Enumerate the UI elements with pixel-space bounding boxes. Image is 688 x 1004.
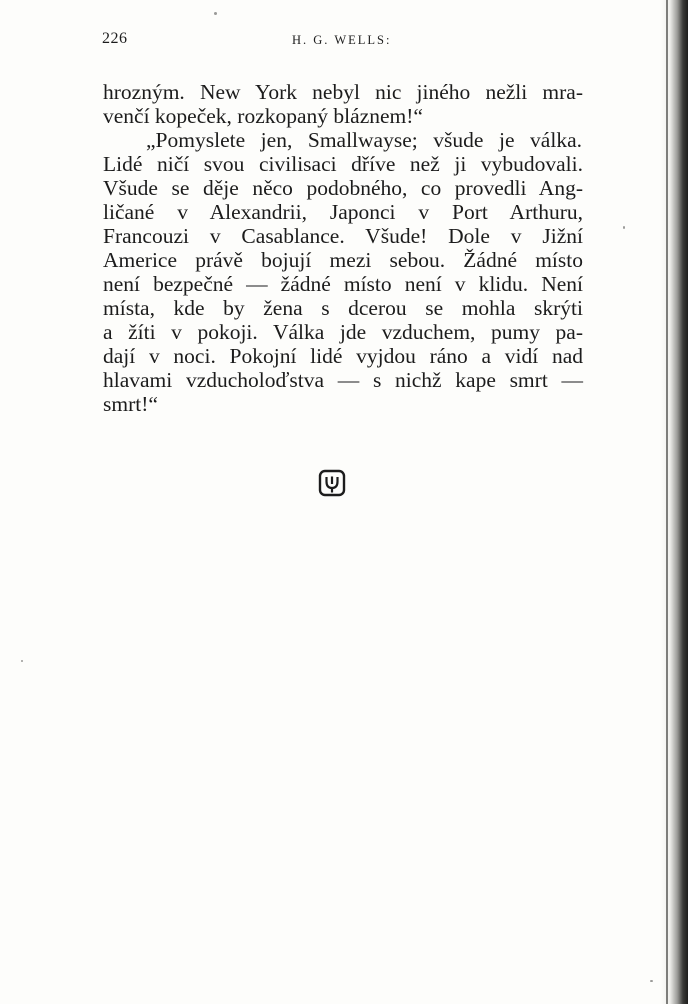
text-line: a žíti v pokoji. Válka jde vzduchem, pumy pa- bbox=[103, 320, 583, 344]
text-line: Americe právě bojují mezi sebou. Žádné místo bbox=[103, 248, 583, 272]
paper-speck bbox=[623, 226, 625, 229]
text-line: ličané v Alexandrii, Japonci v Port Arthuru, bbox=[103, 200, 583, 224]
text-line: není bezpečné — žádné místo není v klidu. Není bbox=[103, 272, 583, 296]
text-line: venčí kopeček, rozkopaný bláznem!“ bbox=[103, 104, 423, 128]
text-line: hrozným. New York nebyl nic jiného nežli mra- bbox=[103, 80, 583, 104]
text-line: Francouzi v Casablance. Všude! Dole v Jižní bbox=[103, 224, 583, 248]
publisher-vignette-icon bbox=[318, 469, 346, 497]
page-number: 226 bbox=[102, 30, 128, 47]
text-line: Lidé ničí svou civilisaci dříve než ji vybudovali. bbox=[103, 152, 583, 176]
text-line: místa, kde by žena s dcerou se mohla skrýti bbox=[103, 296, 583, 320]
spine-edge-line bbox=[666, 0, 668, 1004]
paper-speck bbox=[21, 660, 23, 662]
text-line: dají v noci. Pokojní lidé vyjdou ráno a vidí nad bbox=[103, 344, 583, 368]
text-line: smrt!“ bbox=[103, 392, 158, 416]
paper-speck bbox=[214, 12, 217, 15]
running-head: H. G. WELLS: bbox=[292, 33, 392, 47]
book-spine-shadow bbox=[660, 0, 688, 1004]
paper-speck bbox=[650, 980, 653, 982]
text-line: „Pomyslete jen, Smallwayse; všude je válka. bbox=[146, 128, 582, 152]
text-line: Všude se děje něco podobného, co provedli Ang- bbox=[103, 176, 583, 200]
text-line: hlavami vzducholoďstva — s nichž kape smrt — bbox=[103, 368, 583, 392]
